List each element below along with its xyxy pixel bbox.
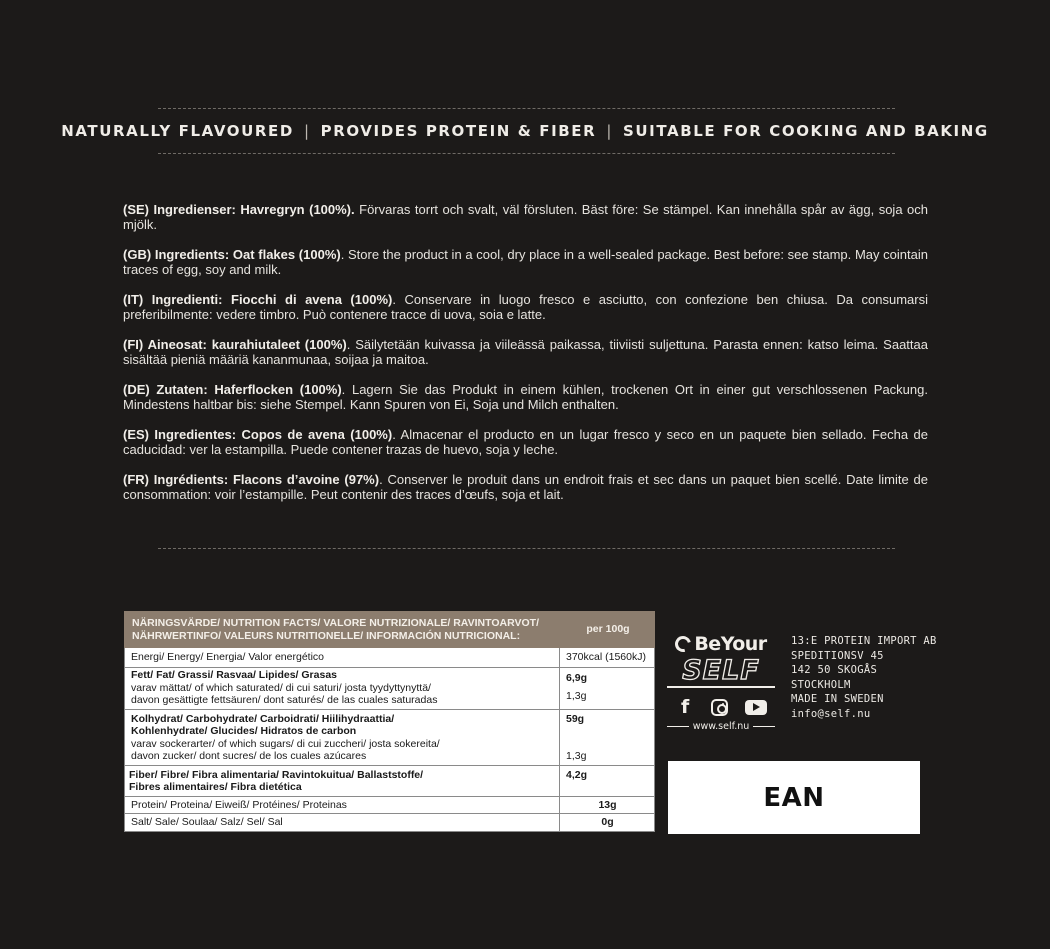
website-line-left	[667, 726, 689, 727]
ingredients-es-title: (ES) Ingredientes: Copos de avena (100%)	[123, 427, 393, 442]
sugars-label-1: varav sockerarter/ of which sugars/ di cui zuccheri/ josta sokereita/	[131, 737, 440, 750]
nutrition-header-row	[125, 612, 655, 648]
ingredients-it	[123, 292, 928, 322]
ingredients-se-title: (SE) Ingredienser: Havregryn (100%).	[123, 202, 355, 217]
website	[667, 721, 775, 732]
beyourself-logo	[667, 632, 775, 732]
bottom-divider	[158, 548, 895, 549]
ingredients-it-title: (IT) Ingredienti: Fiocchi di avena (100%)	[123, 292, 393, 307]
company-city: STOCKHOLM	[791, 678, 851, 691]
claims-divider	[158, 153, 895, 154]
fat-value: 6,9g	[566, 672, 588, 684]
ingredients-es-text: . Almacenar el producto en un lugar fresco y seco en un paquete bien sellado. Fecha de caducidad: ver la estampilla. Puede contener trazas de huevo, soja y leche.	[123, 427, 928, 458]
company-origin: MADE IN SWEDEN	[791, 693, 884, 706]
sugars-label-2: davon zucker/ dont sucres/ de los cuales azúcares	[131, 750, 367, 762]
salt-label: Salt/ Sale/ Soulaa/ Salz/ Sel/ Sal	[131, 816, 283, 828]
fat-saturated-value: 1,3g	[566, 689, 587, 702]
ingredients-gb-title: (GB) Ingredients: Oat flakes (100%)	[123, 247, 341, 262]
claim-naturally-flavoured: NATURALLY FLAVOURED	[61, 122, 294, 140]
ingredients-se	[123, 202, 928, 232]
company-street: SPEDITIONSV 45	[791, 649, 884, 662]
website-line-right	[753, 726, 775, 727]
carbohydrate-label-2: Kohlenhydrate/ Glucides/ Hidratos de carbon	[131, 725, 357, 737]
energy-label: Energi/ Energy/ Energia/ Valor energético	[131, 650, 324, 663]
company-email: info@self.nu	[791, 707, 871, 720]
nutrition-header	[125, 612, 560, 648]
top-divider	[158, 108, 895, 109]
social-icons	[667, 696, 775, 718]
per-100g-label: per 100g	[560, 612, 655, 648]
website-text: www.self.nu	[692, 721, 750, 732]
ingredients-fr	[123, 472, 928, 502]
ingredients-section	[123, 202, 928, 517]
ingredients-it-text: . Conservare in luogo fresco e asciutto, con confezione ben chiusa. Da consumarsi preferibilmente: vedere timbro. Può contenere tracce di uova, soia e latte.	[123, 292, 928, 323]
fiber-value: 4,2g	[560, 765, 655, 796]
ean-label: EAN	[763, 782, 825, 813]
claim-separator: |	[606, 122, 613, 140]
ingredients-fr-text: . Conserver le produit dans un endroit frais et sec dans un paquet bien scellé. Date limite de consommation: voir l’estampille. Peut contenir des traces d’œufs, soja et lait.	[123, 472, 928, 503]
nutrition-row-fat	[125, 668, 655, 710]
logo-mark-icon	[672, 633, 694, 655]
energy-value: 370kcal (1560kJ)	[560, 648, 655, 668]
fiber-label-1: Fiber/ Fibre/ Fibra alimentaria/ Ravintokuitua/ Ballaststoffe/	[129, 768, 424, 781]
youtube-icon	[745, 700, 767, 715]
ingredients-fi	[123, 337, 928, 367]
nutrition-row-energy	[125, 648, 655, 668]
ingredients-gb	[123, 247, 928, 277]
protein-label: Protein/ Proteina/ Eiweiß/ Protéines/ Proteinas	[131, 798, 347, 811]
protein-value: 13g	[560, 796, 655, 814]
ingredients-de	[123, 382, 928, 412]
product-claims	[0, 122, 1050, 140]
salt-value: 0g	[560, 814, 655, 832]
sugars-value: 1,3g	[566, 750, 587, 762]
ingredients-se-text: Förvaras torrt och svalt, väl försluten. Bäst före: Se stämpel. Kan innehålla spår av ägg, soja och mjölk.	[123, 202, 928, 233]
carbohydrate-value: 59g	[566, 712, 585, 725]
company-address	[791, 634, 937, 722]
fiber-label-2: Fibres alimentaires/ Fibra dietética	[129, 781, 302, 793]
nutrition-header-line2: NÄHRWERTINFO/ VALEURS NUTRITIONELLE/ INFORMACIÓN NUTRICIONAL:	[132, 629, 521, 642]
ingredients-fr-title: (FR) Ingrédients: Flacons d’avoine (97%)	[123, 472, 380, 487]
nutrition-row-fiber	[125, 765, 655, 796]
nutrition-row-protein	[125, 796, 655, 814]
company-postcode: 142 50 SKOGÅS	[791, 664, 878, 677]
carbohydrate-label-1: Kolhydrat/ Carbohydrate/ Carboidrati/ Hiilihydraattia/	[131, 712, 395, 725]
instagram-icon	[711, 699, 728, 716]
ean-barcode-box	[668, 761, 920, 834]
ingredients-de-text: . Lagern Sie das Produkt in einem kühlen, trockenen Ort in einer gut verschlossenen Packung. Mindestens haltbar bis: siehe Stempel. Kann Spuren von Ei, Soja und Milch enthalten.	[123, 382, 928, 413]
fat-label: Fett/ Fat/ Grassi/ Rasvaa/ Lipides/ Grasas	[131, 669, 338, 681]
nutrition-row-carbohydrate	[125, 709, 655, 765]
ingredients-gb-text: . Store the product in a cool, dry place in a well-sealed package. Best before: see stamp. May cointain traces of egg, soy and milk.	[123, 247, 928, 278]
nutrition-table	[124, 611, 655, 832]
claim-separator: |	[303, 122, 311, 140]
claim-cooking-baking: SUITABLE FOR COOKING AND BAKING	[622, 122, 989, 140]
logo-bottom-text: SELF	[667, 656, 775, 688]
ingredients-de-title: (DE) Zutaten: Haferflocken (100%)	[123, 382, 342, 397]
facebook-icon: f	[681, 696, 690, 718]
claim-protein-fiber: PROVIDES PROTEIN & FIBER	[320, 122, 597, 140]
company-name: 13:E PROTEIN IMPORT AB	[791, 635, 937, 647]
fat-saturated-label-1: varav mättat/ of which saturated/ di cui saturi/ josta tyydyttynyttä/	[131, 681, 431, 694]
ingredients-fi-text: . Säilytetään kuivassa ja viileässä paikassa, tiiviisti suljettuna. Parasta ennen: katso leima. Saattaa sisältää pieniä määriä kananmunaa, soijaa ja maitoa.	[123, 337, 928, 368]
ingredients-es	[123, 427, 928, 457]
logo-top-text: BeYour	[694, 633, 767, 655]
logo-top	[667, 632, 775, 656]
nutrition-row-salt	[125, 814, 655, 832]
nutrition-header-line1: NÄRINGSVÄRDE/ NUTRITION FACTS/ VALORE NUTRIZIONALE/ RAVINTOARVOT/	[132, 617, 539, 629]
ingredients-fi-title: (FI) Aineosat: kaurahiutaleet (100%)	[123, 337, 347, 352]
fat-saturated-label-2: davon gesättigte fettsäuren/ dont saturés/ de las cuales saturadas	[131, 694, 438, 706]
